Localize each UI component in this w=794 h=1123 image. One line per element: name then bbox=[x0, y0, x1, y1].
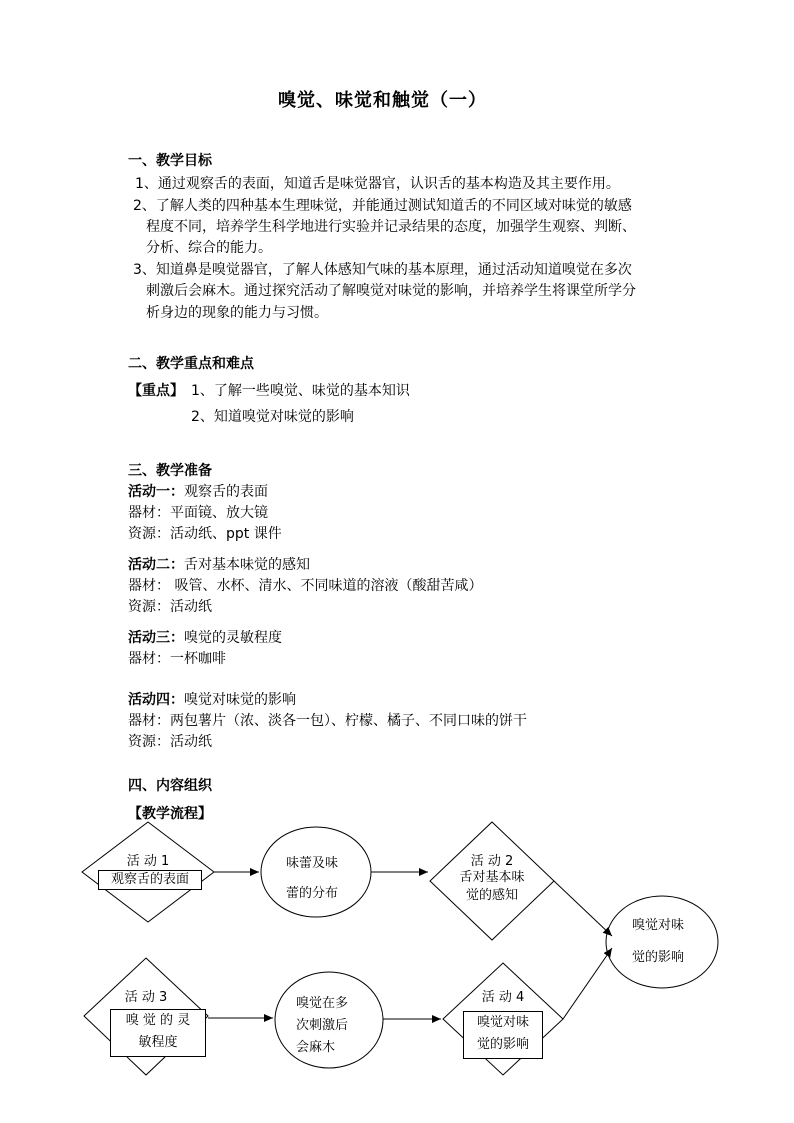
activity-label: 活动二： bbox=[128, 557, 184, 573]
circle-text: 蕾的分布 bbox=[286, 886, 339, 901]
goal-item: 刺激后会麻木。通过探究活动了解嗅觉对味觉的影响，并培养学生将课堂所学分 bbox=[146, 283, 636, 299]
activity-4-label: 觉的影响 bbox=[476, 1037, 529, 1052]
section-heading-goals: 一、教学目标 bbox=[128, 153, 212, 169]
activity-2-label: 觉的感知 bbox=[465, 888, 518, 903]
activity-resources: 资源：活动纸、ppt 课件 bbox=[128, 526, 282, 542]
section-heading-prep: 三、教学准备 bbox=[128, 463, 212, 479]
circle-text: 嗅觉对味 bbox=[632, 918, 685, 933]
activity-label: 活动一： bbox=[128, 484, 184, 500]
activity-2-label: 舌对基本味 bbox=[459, 870, 525, 885]
activity-text: 嗅觉的灵敏程度 bbox=[184, 630, 282, 646]
activity-3-title: 活 动 3 bbox=[124, 990, 168, 1005]
goal-item: 1、通过观察舌的表面，知道舌是味觉器官，认识舌的基本构造及其主要作用。 bbox=[135, 176, 620, 192]
activity-text: 观察舌的表面 bbox=[184, 484, 268, 500]
section-heading-keypoints: 二、教学重点和难点 bbox=[128, 356, 254, 372]
activity-3-label: 嗅 觉 的 灵 bbox=[125, 1013, 191, 1028]
activity-label: 活动三： bbox=[128, 630, 184, 646]
activity-4-title: 活 动 4 bbox=[481, 990, 525, 1005]
page-title: 嗅觉、味觉和触觉（一） bbox=[278, 90, 487, 111]
flow-label: 【教学流程】 bbox=[128, 806, 212, 822]
goal-item: 分析、综合的能力。 bbox=[146, 240, 272, 256]
activity-1-title: 活 动 1 bbox=[126, 854, 170, 869]
keypoint-label: 【重点】 bbox=[128, 383, 184, 399]
circle-text: 味蕾及味 bbox=[286, 856, 339, 871]
goal-item: 程度不同，培养学生科学地进行实验并记录结果的态度，加强学生观察、判断、 bbox=[146, 219, 636, 235]
activity-label: 活动四： bbox=[128, 692, 184, 708]
circle-text: 觉的影响 bbox=[632, 950, 685, 965]
activity-resources: 资源：活动纸 bbox=[128, 734, 212, 750]
activity-equipment: 器材： 吸管、水杯、清水、不同味道的溶液（酸甜苦咸） bbox=[128, 578, 483, 594]
flow-arrow bbox=[554, 881, 612, 936]
activity-4-label: 嗅觉对味 bbox=[476, 1015, 529, 1030]
activity-resources: 资源：活动纸 bbox=[128, 599, 212, 615]
activity-equipment: 器材：平面镜、放大镜 bbox=[128, 505, 268, 521]
activity-2-title: 活 动 2 bbox=[470, 854, 514, 869]
keypoint-item: 2、知道嗅觉对味觉的影响 bbox=[191, 409, 354, 425]
section-heading-content: 四、内容组织 bbox=[128, 778, 212, 794]
activity-equipment: 器材：两包薯片（浓、淡各一包）、柠檬、橘子、不同口味的饼干 bbox=[128, 713, 527, 729]
activity-3-label: 敏程度 bbox=[138, 1035, 178, 1050]
activity-1-label: 观察舌的表面 bbox=[98, 870, 202, 890]
activity-text: 嗅觉对味觉的影响 bbox=[184, 692, 296, 708]
circle-text: 次刺激后 bbox=[296, 1018, 349, 1033]
smell-taste-effect-circle bbox=[606, 896, 718, 988]
goal-item: 析身边的现象的能力与习惯。 bbox=[146, 305, 328, 321]
activity-text: 舌对基本味觉的感知 bbox=[184, 557, 310, 573]
circle-text: 嗅觉在多 bbox=[296, 996, 349, 1011]
activity-equipment: 器材：一杯咖啡 bbox=[128, 651, 226, 667]
goal-item: 3、知道鼻是嗅觉器官，了解人体感知气味的基本原理，通过活动知道嗅觉在多次 bbox=[133, 262, 632, 278]
flow-arrow bbox=[563, 948, 612, 1019]
keypoint-item: 1、了解一些嗅觉、味觉的基本知识 bbox=[191, 383, 410, 399]
goal-item: 2、了解人类的四种基本生理味觉，并能通过测试知道舌的不同区域对味觉的敏感 bbox=[133, 198, 632, 214]
circle-text: 会麻木 bbox=[296, 1040, 336, 1055]
